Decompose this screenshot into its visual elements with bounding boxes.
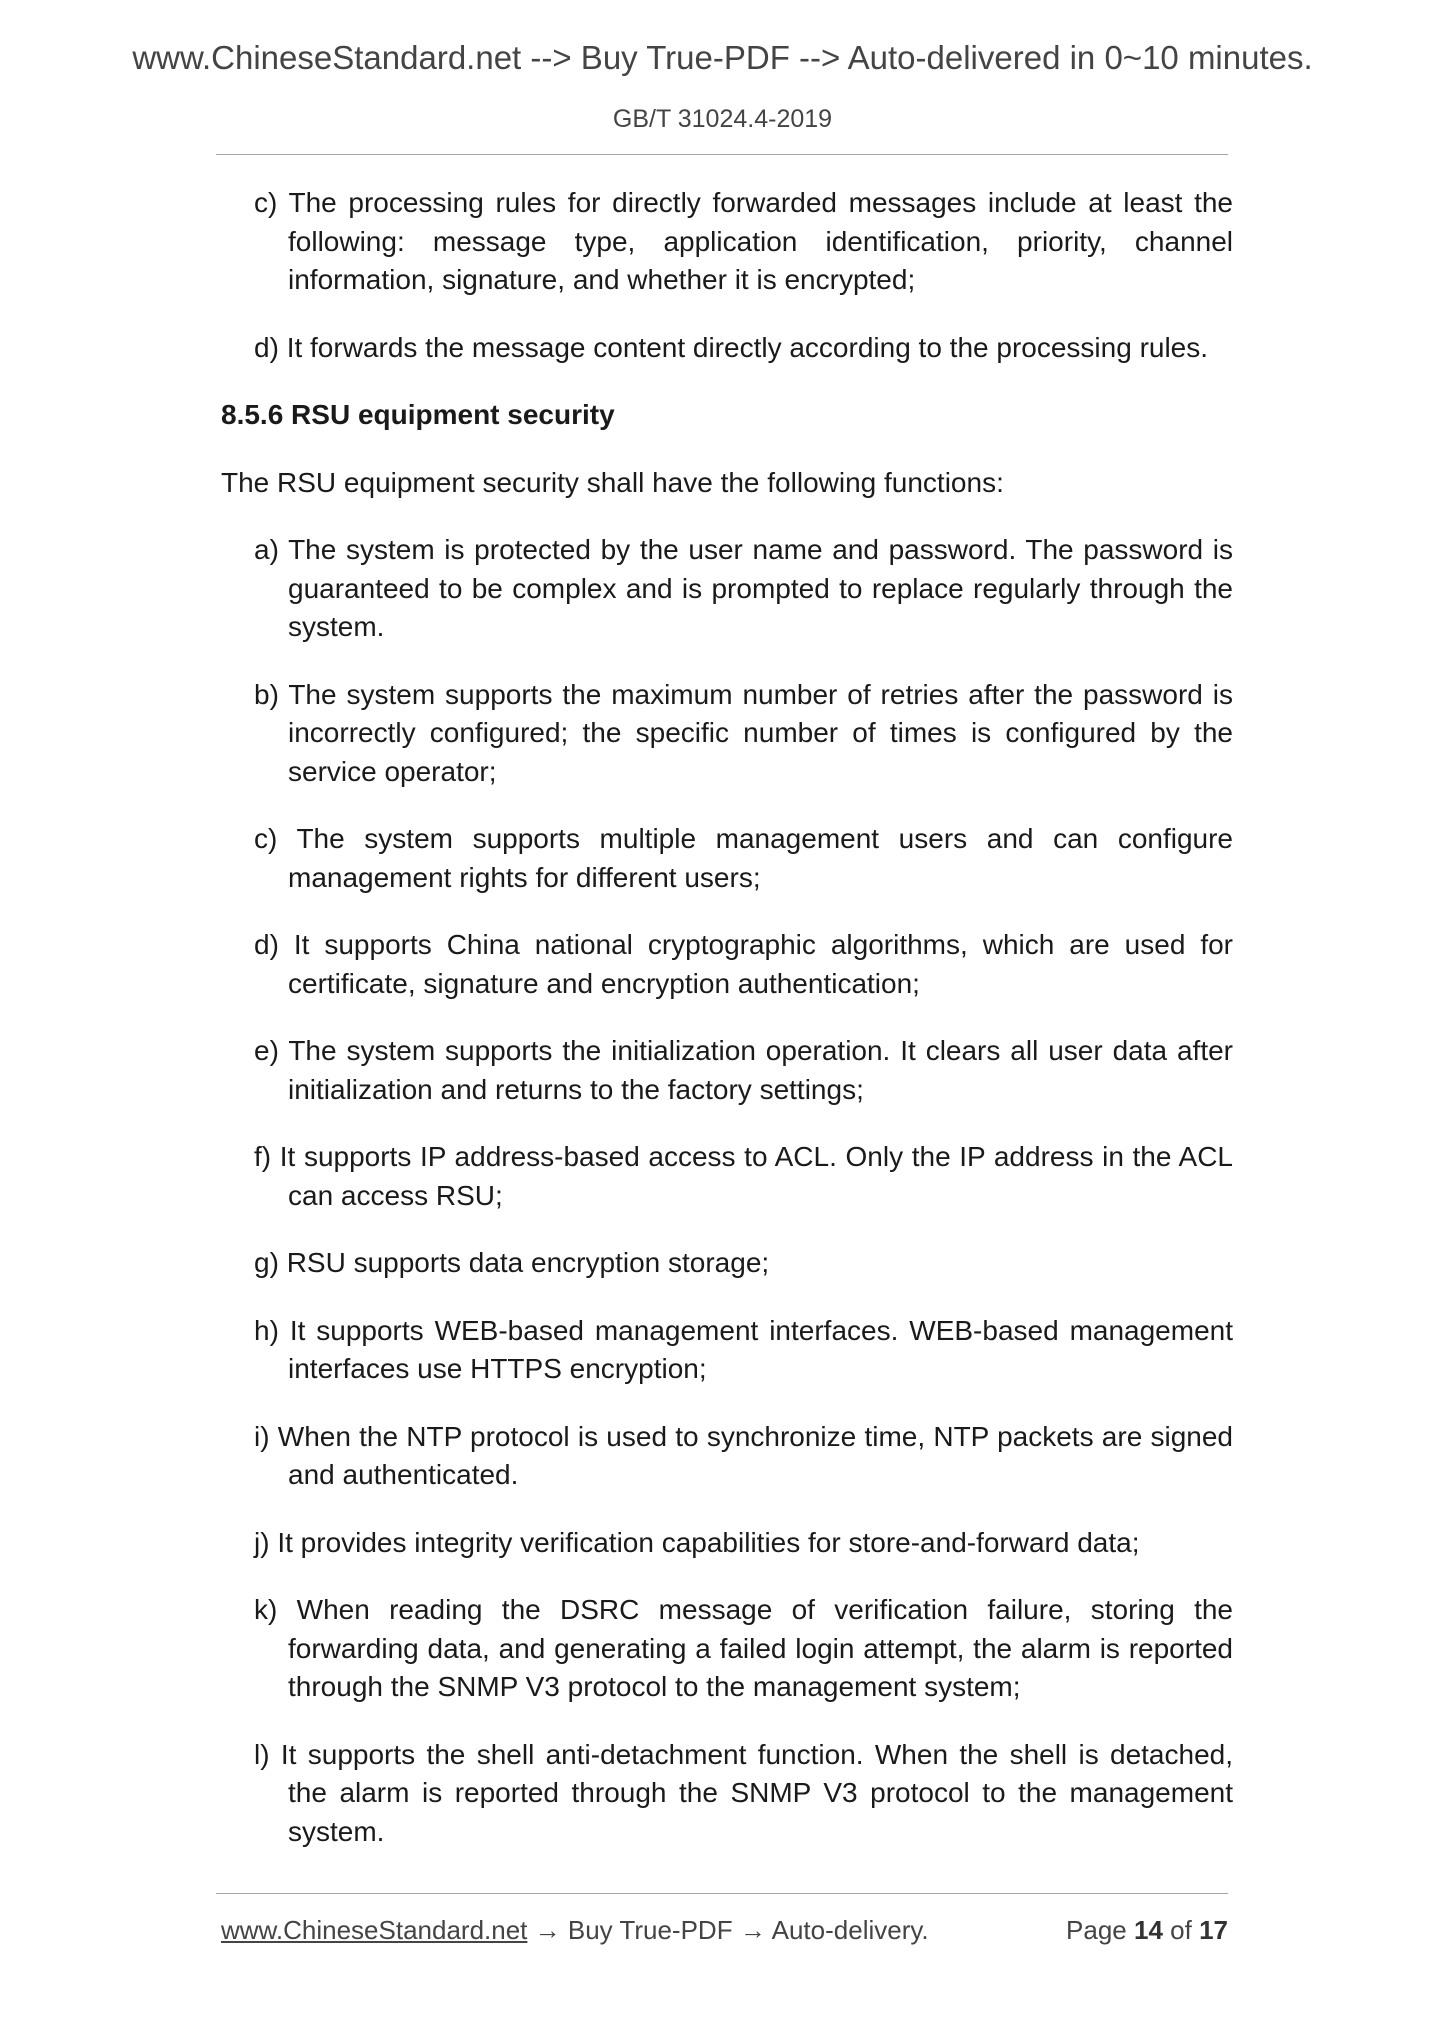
list-item bbox=[254, 926, 1233, 1003]
of-label: of bbox=[1170, 1915, 1192, 1945]
list-item-marker: c) bbox=[254, 823, 278, 854]
list-item bbox=[254, 329, 1233, 368]
list-item-marker: f) bbox=[254, 1141, 272, 1172]
list-item bbox=[254, 531, 1233, 647]
list-item bbox=[254, 1418, 1233, 1495]
page-label: Page bbox=[1066, 1915, 1127, 1945]
list-item-marker: k) bbox=[254, 1594, 278, 1625]
list-item bbox=[254, 1312, 1233, 1389]
list-item-marker: i) bbox=[254, 1420, 270, 1452]
page-number: 14 bbox=[1134, 1915, 1163, 1945]
list-item bbox=[254, 1032, 1233, 1109]
list-item-marker: a) bbox=[254, 534, 279, 565]
list-item-text: It forwards the message content directly according to the processing rules. bbox=[286, 331, 1209, 363]
footer-site-link[interactable]: www.ChineseStandard.net bbox=[221, 1915, 528, 1945]
list-item-text: The system supports multiple management users and can configure management rights for different users; bbox=[288, 823, 1234, 893]
list-item bbox=[254, 1736, 1233, 1852]
arrow-icon: → bbox=[739, 1915, 766, 1945]
top-banner: www.ChineseStandard.net --> Buy True-PDF --> Auto-delivered in 0~10 minutes. bbox=[132, 39, 1313, 76]
page-content bbox=[221, 184, 1233, 1851]
list-item-text: It provides integrity verification capabilities for store-and-forward data; bbox=[277, 1526, 1140, 1558]
list-item-text: The processing rules for directly forwarded messages include at least the following: message type, application identification, priority, channel information, signature, and whether it is encrypted; bbox=[288, 187, 1233, 295]
list-item bbox=[254, 1244, 1233, 1283]
page-indicator bbox=[1066, 1914, 1228, 1946]
list-item-text: It supports the shell anti-detachment function. When the shell is detached, the alarm is reported through the SNMP V3 protocol to the management system. bbox=[280, 1738, 1233, 1847]
footer-left bbox=[221, 1914, 929, 1946]
list-item bbox=[254, 184, 1233, 300]
list-item-text: It supports WEB-based management interfaces. WEB-based management interfaces use HTTPS encryption; bbox=[288, 1314, 1234, 1384]
list-item bbox=[254, 1524, 1233, 1563]
list-item-text: RSU supports data encryption storage; bbox=[286, 1247, 770, 1278]
list-item-marker: j) bbox=[254, 1526, 270, 1558]
footer-delivery-text: Auto-delivery. bbox=[771, 1915, 929, 1945]
list-item-text: It supports IP address-based access to ACL. Only the IP address in the ACL can access RSU; bbox=[279, 1141, 1234, 1211]
list-item-text: It supports China national cryptographic algorithms, which are used for certificate, signature and encryption authentication; bbox=[288, 929, 1234, 999]
list-item-marker: d) bbox=[254, 331, 279, 363]
list-item bbox=[254, 676, 1233, 792]
list-item-marker: b) bbox=[254, 678, 279, 710]
document-code: GB/T 31024.4-2019 bbox=[612, 105, 833, 133]
list-item-marker: h) bbox=[254, 1314, 279, 1346]
list-item bbox=[254, 1591, 1233, 1707]
arrow-icon: → bbox=[534, 1915, 561, 1945]
list-item-text: The system is protected by the user name and password. The password is guaranteed to be complex and is prompted to replace regularly through the system. bbox=[288, 534, 1233, 642]
footer-buy-text: Buy True-PDF bbox=[567, 1915, 733, 1945]
header-divider bbox=[216, 154, 1228, 155]
list-item-text: The system supports the maximum number of retries after the password is incorrectly configured; the specific number of times is configured by the service operator; bbox=[288, 678, 1233, 787]
footer-divider bbox=[216, 1893, 1228, 1894]
list-item-marker: c) bbox=[254, 187, 278, 218]
list-item-marker: d) bbox=[254, 929, 279, 960]
list-item-marker: e) bbox=[254, 1035, 279, 1066]
section-intro: The RSU equipment security shall have the following functions: bbox=[221, 466, 1004, 498]
list-item-marker: l) bbox=[254, 1738, 270, 1770]
list-item bbox=[254, 1138, 1233, 1215]
list-item-text: When reading the DSRC message of verification failure, storing the forwarding data, and generating a failed login attempt, the alarm is reported through the SNMP V3 protocol to the management system; bbox=[288, 1594, 1233, 1702]
list-item-text: When the NTP protocol is used to synchronize time, NTP packets are signed and authenticated. bbox=[277, 1420, 1233, 1490]
page-total: 17 bbox=[1199, 1915, 1228, 1945]
section-heading: 8.5.6 RSU equipment security bbox=[221, 399, 615, 430]
list-item-marker: g) bbox=[254, 1247, 279, 1278]
list-item bbox=[254, 820, 1233, 897]
list-item-text: The system supports the initialization operation. It clears all user data after initialization and returns to the factory settings; bbox=[288, 1035, 1233, 1105]
